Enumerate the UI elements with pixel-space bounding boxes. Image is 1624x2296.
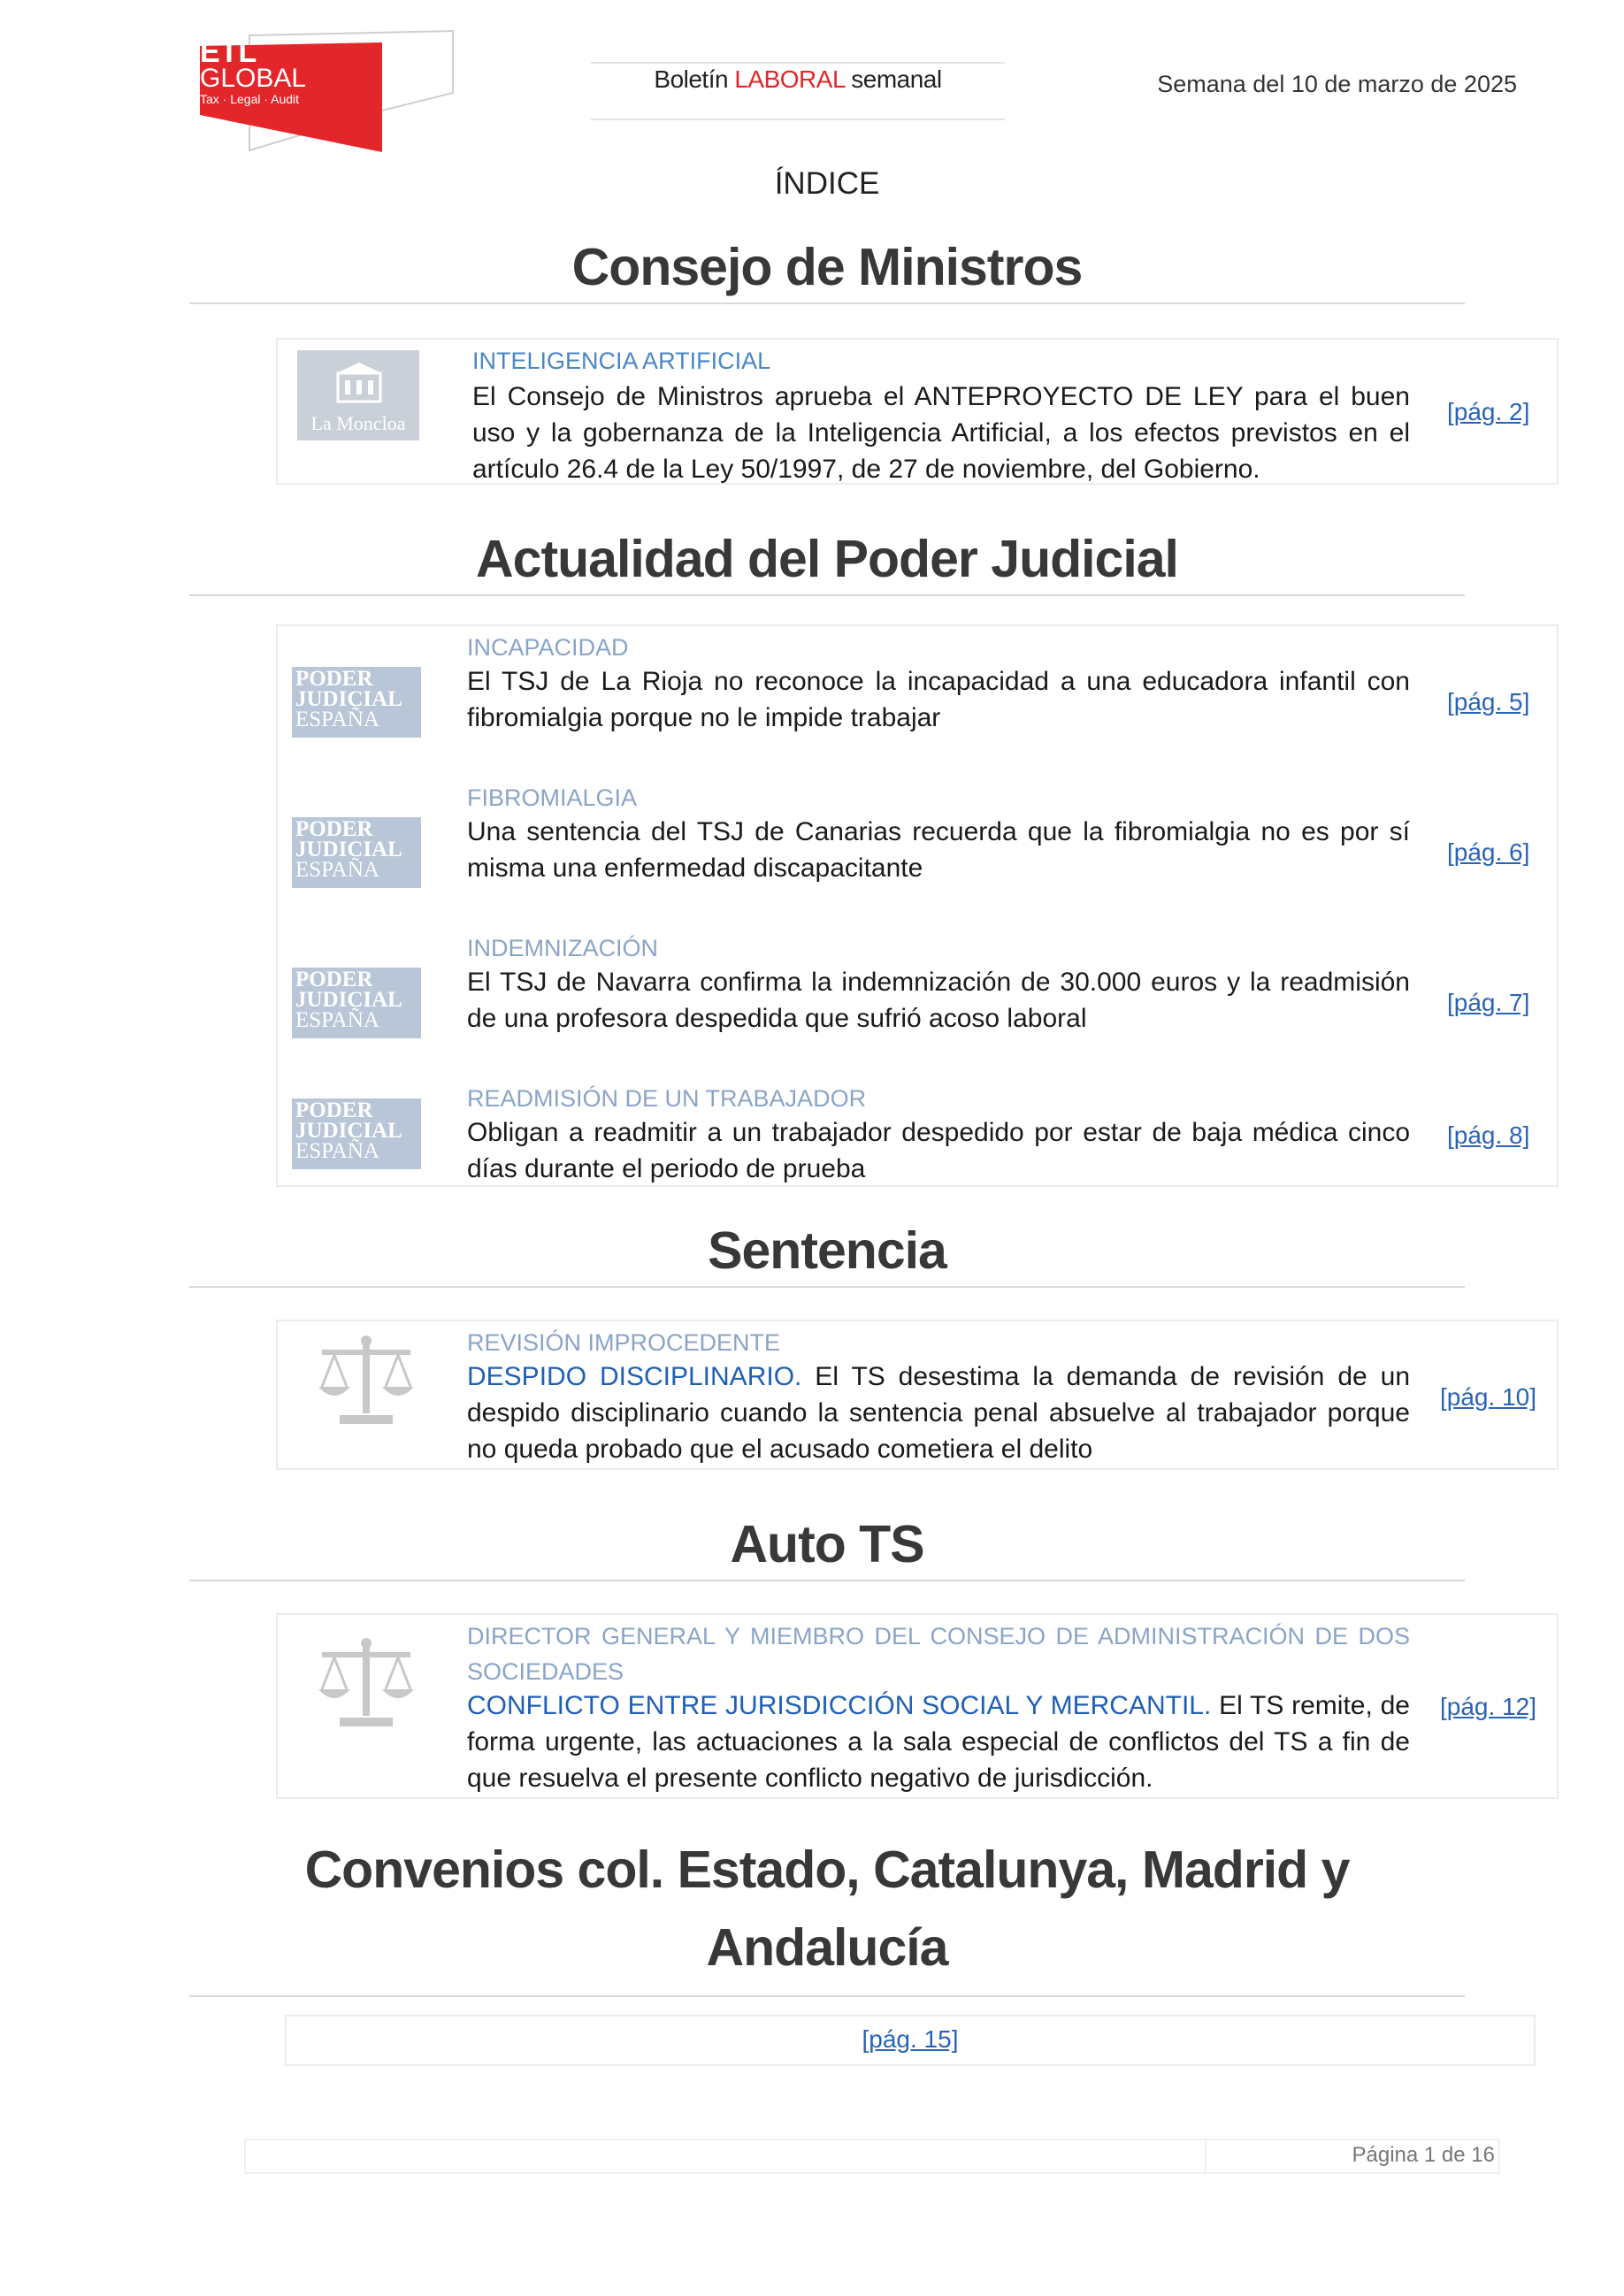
entry-summary: El TSJ de Navarra confirma la indemnización de 30.000 euros y la readmisión de una profesora despedida que sufrió acoso laboral	[467, 968, 1410, 1033]
page-link[interactable]: [pág. 5]	[1447, 688, 1530, 716]
entry-category: READMISIÓN DE UN TRABAJADOR	[467, 1085, 867, 1112]
page-link[interactable]: [pág. 6]	[1447, 838, 1530, 866]
pj-logo-line2: JUDICIAL	[295, 1119, 402, 1143]
section-rule	[189, 1580, 1465, 1581]
entry-category: INDEMNIZACIÓN	[467, 935, 658, 961]
entry-box-convenios	[285, 2015, 1536, 2066]
pj-logo-line3: ESPAÑA	[295, 1139, 379, 1163]
section-title-convenios-line1: Convenios col. Estado, Catalunya, Madrid y	[304, 1841, 1350, 1899]
logo-tagline: Tax · Legal · Audit	[200, 92, 300, 106]
index-heading: ÍNDICE	[774, 166, 880, 201]
bulletin-title-post: semanal	[844, 65, 942, 93]
section-rule	[189, 594, 1465, 596]
entry-category: INTELIGENCIA ARTIFICIAL	[472, 348, 771, 374]
entry-category: INCAPACIDAD	[467, 634, 629, 661]
entry-box-consejo	[276, 338, 1559, 485]
entry-box-auto-ts	[276, 1613, 1559, 1799]
pj-logo-line2: JUDICIAL	[295, 988, 402, 1012]
logo-brand: ETL	[200, 35, 257, 69]
entry-summary: El Consejo de Ministros aprueba el ANTEPROYECTO DE LEY para el buen uso y la gobernanza de la Inteligencia Artificial, a los efectos previstos en el artículo 26.4 de la Ley 50/1997, de 27 de noviembre, del Gobierno.	[472, 382, 1410, 484]
pj-logo-line2: JUDICIAL	[295, 838, 402, 861]
pj-logo-line3: ESPAÑA	[295, 1008, 379, 1032]
section-rule	[189, 1995, 1465, 1997]
section-title-poder-judicial: Actualidad del Poder Judicial	[476, 530, 1178, 588]
scales-of-justice-icon	[317, 1636, 416, 1733]
page-link[interactable]: [pág. 8]	[1447, 1121, 1530, 1149]
bulletin-title-pre: Boletín	[654, 65, 735, 93]
etl-global-logo	[196, 27, 462, 152]
entry-box-sentencia	[276, 1320, 1559, 1470]
bulletin-title	[591, 65, 1005, 94]
pj-logo-line1: PODER	[295, 1098, 373, 1122]
entry-category: FIBROMIALGIA	[467, 784, 638, 811]
pj-logo-line3: ESPAÑA	[295, 708, 379, 731]
section-rule	[189, 302, 1465, 304]
poder-judicial-logo	[292, 968, 421, 1038]
entry-body: El TS remite, de forma urgente, las actuaciones a la sala especial de conflictos del TS a fin de que resuelva el presente conflicto negativo de jurisdicción.	[467, 1691, 1410, 1793]
page-link[interactable]: [pág. 12]	[1440, 1693, 1536, 1720]
entry-lead: CONFLICTO ENTRE JURISDICCIÓN SOCIAL Y MERCANTIL.	[467, 1691, 1212, 1720]
pj-logo-line1: PODER	[295, 667, 373, 691]
entry-lead: DESPIDO DISCIPLINARIO.	[467, 1362, 802, 1391]
pj-logo-line2: JUDICIAL	[295, 687, 402, 711]
moncloa-thumbnail	[297, 350, 419, 440]
entry-summary: El TSJ de La Rioja no reconoce la incapacidad a una educadora infantil con fibromialgia porque no le impide trabajar	[467, 667, 1410, 732]
poder-judicial-logo	[292, 1098, 421, 1169]
entry-summary: Una sentencia del TSJ de Canarias recuerda que la fibromialgia no es por sí misma una enfermedad discapacitante	[467, 817, 1410, 883]
section-title-auto-ts: Auto TS	[730, 1515, 924, 1573]
section-title-consejo: Consejo de Ministros	[571, 238, 1083, 296]
section-title-convenios-line2: Andalucía	[706, 1918, 948, 1977]
footer-separator	[1205, 2139, 1207, 2174]
section-rule	[189, 1286, 1465, 1288]
page-number: Página 1 de 16	[1352, 2143, 1495, 2167]
moncloa-building-icon	[334, 361, 384, 405]
page-link[interactable]: [pág. 2]	[1447, 398, 1530, 425]
pj-logo-line3: ESPAÑA	[295, 858, 379, 882]
poder-judicial-logo	[292, 667, 421, 738]
week-date: Semana del 10 de marzo de 2025	[1157, 71, 1517, 97]
bulletin-title-accent: LABORAL	[734, 65, 845, 93]
page-link[interactable]: [pág. 15]	[862, 2025, 959, 2053]
moncloa-label: La Moncloa	[310, 412, 406, 434]
header-rule-bottom	[591, 119, 1005, 120]
logo-name: GLOBAL	[200, 64, 307, 93]
entry-summary	[467, 1358, 1410, 1467]
entry-box-poder-judicial	[276, 624, 1559, 1187]
poder-judicial-logo	[292, 817, 421, 888]
header-rule-top	[591, 62, 1005, 64]
page-link[interactable]: [pág. 10]	[1440, 1383, 1536, 1411]
entry-body: El TS desestima la demanda de revisión de un despido disciplinario cuando la sentencia penal absuelve al trabajador porque no queda probado que el acusado cometiera el delito	[467, 1362, 1410, 1464]
pj-logo-line1: PODER	[295, 968, 373, 991]
scales-of-justice-icon	[317, 1334, 416, 1431]
pj-logo-line1: PODER	[295, 817, 373, 841]
entry-summary: Obligan a readmitir a un trabajador despedido por estar de baja médica cinco días durante el periodo de prueba	[467, 1118, 1410, 1183]
page-link[interactable]: [pág. 7]	[1447, 989, 1530, 1016]
entry-summary	[467, 1688, 1410, 1796]
entry-category: DIRECTOR GENERAL Y MIEMBRO DEL CONSEJO DE ADMINISTRACIÓN DE DOS SOCIEDADES	[467, 1623, 1410, 1685]
entry-category: REVISIÓN IMPROCEDENTE	[467, 1329, 781, 1356]
section-title-sentencia: Sentencia	[708, 1221, 946, 1280]
